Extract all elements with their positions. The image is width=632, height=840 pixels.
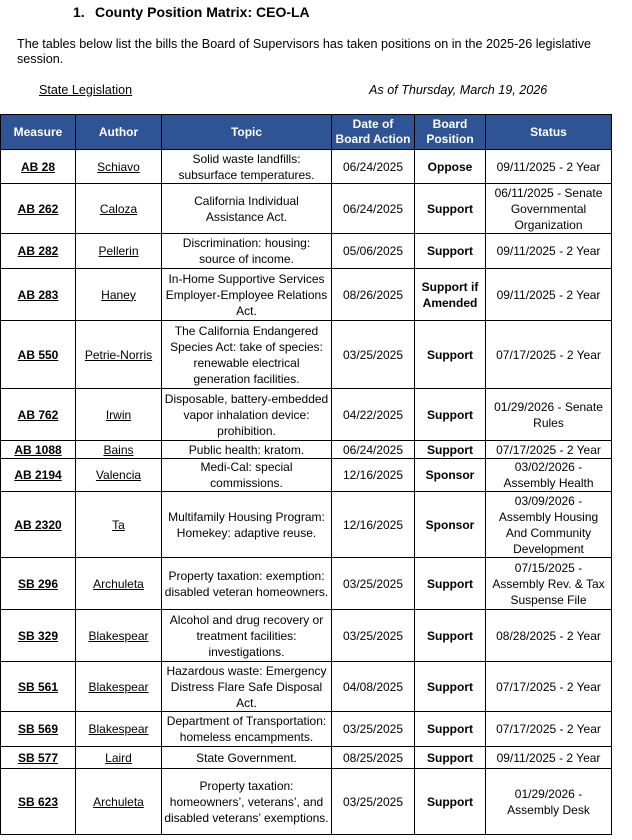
author-link[interactable]: Haney (76, 269, 162, 321)
author-link[interactable]: Blakespear (76, 610, 162, 662)
table-row (1, 747, 612, 769)
topic-cell: Property taxation: homeowners’, veterans’, and disabled veterans’ exemptions. (162, 769, 332, 835)
position-cell: Support (415, 610, 486, 662)
topic-cell: Solid waste landfills: subsurface temperatures. (162, 150, 332, 184)
topic-cell: Department of Transportation: homeless encampments. (162, 712, 332, 747)
measure-link[interactable]: AB 762 (1, 389, 76, 441)
author-link[interactable]: Bains (76, 441, 162, 459)
author-link[interactable]: Pellerin (76, 234, 162, 269)
status-cell: 09/11/2025 - 2 Year (486, 234, 612, 269)
position-cell: Support (415, 747, 486, 769)
col-header-author: Author (76, 115, 162, 150)
date-cell: 04/08/2025 (332, 662, 415, 712)
measure-link[interactable]: SB 569 (1, 712, 76, 747)
date-cell: 12/16/2025 (332, 459, 415, 492)
date-cell: 03/25/2025 (332, 769, 415, 835)
table-row (1, 459, 612, 492)
table-row (1, 712, 612, 747)
author-link[interactable]: Laird (76, 747, 162, 769)
status-cell: 07/17/2025 - 2 Year (486, 441, 612, 459)
date-cell: 04/22/2025 (332, 389, 415, 441)
topic-cell: Alcohol and drug recovery or treatment facilities: investigations. (162, 610, 332, 662)
status-cell: 09/11/2025 - 2 Year (486, 269, 612, 321)
position-matrix-table (0, 114, 612, 835)
author-link[interactable]: Valencia (76, 459, 162, 492)
table-row (1, 321, 612, 389)
topic-cell: In-Home Supportive Services Employer-Employee Relations Act. (162, 269, 332, 321)
status-cell: 09/11/2025 - 2 Year (486, 747, 612, 769)
col-header-status: Status (486, 115, 612, 150)
status-cell: 03/09/2026 - Assembly Housing And Community Development (486, 492, 612, 558)
position-cell: Support (415, 769, 486, 835)
measure-link[interactable]: AB 282 (1, 234, 76, 269)
as-of-date: As of Thursday, March 19, 2026 (369, 83, 548, 97)
topic-cell: Disposable, battery-embedded vapor inhalation device: prohibition. (162, 389, 332, 441)
table-row (1, 769, 612, 835)
col-header-measure: Measure (1, 115, 76, 150)
date-cell: 06/24/2025 (332, 441, 415, 459)
topic-cell: Hazardous waste: Emergency Distress Flare Safe Disposal Act. (162, 662, 332, 712)
author-link[interactable]: Caloza (76, 184, 162, 234)
topic-cell: State Government. (162, 747, 332, 769)
table-row (1, 558, 612, 610)
status-cell: 01/29/2026 - Assembly Desk (486, 769, 612, 835)
author-link[interactable]: Petrie-Norris (76, 321, 162, 389)
author-link[interactable]: Archuleta (76, 769, 162, 835)
topic-cell: Medi-Cal: special commissions. (162, 459, 332, 492)
position-cell: Sponsor (415, 459, 486, 492)
measure-link[interactable]: AB 2320 (1, 492, 76, 558)
date-cell: 03/25/2025 (332, 558, 415, 610)
date-cell: 05/06/2025 (332, 234, 415, 269)
col-header-date: Date of Board Action (332, 115, 415, 150)
status-cell: 07/15/2025 - Assembly Rev. & Tax Suspense File (486, 558, 612, 610)
measure-link[interactable]: AB 262 (1, 184, 76, 234)
author-link[interactable]: Archuleta (76, 558, 162, 610)
position-cell: Support (415, 389, 486, 441)
table-row (1, 184, 612, 234)
topic-cell: Multifamily Housing Program: Homekey: adaptive reuse. (162, 492, 332, 558)
topic-cell: Property taxation: exemption: disabled veteran homeowners. (162, 558, 332, 610)
author-link[interactable]: Irwin (76, 389, 162, 441)
measure-link[interactable]: AB 28 (1, 150, 76, 184)
table-row (1, 150, 612, 184)
position-cell: Support (415, 712, 486, 747)
table-row (1, 269, 612, 321)
measure-link[interactable]: AB 550 (1, 321, 76, 389)
position-cell: Support if Amended (415, 269, 486, 321)
measure-link[interactable]: SB 623 (1, 769, 76, 835)
status-cell: 07/17/2025 - 2 Year (486, 712, 612, 747)
position-cell: Support (415, 662, 486, 712)
section-title: State Legislation (39, 83, 133, 97)
measure-link[interactable]: SB 296 (1, 558, 76, 610)
author-link[interactable]: Blakespear (76, 712, 162, 747)
date-cell: 08/26/2025 (332, 269, 415, 321)
status-cell: 06/11/2025 - Senate Governmental Organization (486, 184, 612, 234)
topic-cell: California Individual Assistance Act. (162, 184, 332, 234)
table-row (1, 234, 612, 269)
table-header-row (1, 115, 612, 150)
measure-link[interactable]: AB 1088 (1, 441, 76, 459)
topic-cell: Public health: kratom. (162, 441, 332, 459)
position-cell: Support (415, 321, 486, 389)
col-header-position: Board Position (415, 115, 486, 150)
measure-link[interactable]: AB 2194 (1, 459, 76, 492)
position-cell: Support (415, 234, 486, 269)
heading-title: County Position Matrix: CEO-LA (95, 4, 310, 20)
table-row (1, 441, 612, 459)
measure-link[interactable]: AB 283 (1, 269, 76, 321)
position-cell: Support (415, 184, 486, 234)
topic-cell: Discrimination: housing: source of income. (162, 234, 332, 269)
author-link[interactable]: Blakespear (76, 662, 162, 712)
table-row (1, 662, 612, 712)
author-link[interactable]: Schiavo (76, 150, 162, 184)
col-header-topic: Topic (162, 115, 332, 150)
intro-paragraph: The tables below list the bills the Board of Supervisors has taken positions on in the 2025-26 legislative session. (17, 37, 592, 66)
table-row (1, 492, 612, 558)
date-cell: 08/25/2025 (332, 747, 415, 769)
position-cell: Sponsor (415, 492, 486, 558)
measure-link[interactable]: SB 577 (1, 747, 76, 769)
table-row (1, 389, 612, 441)
topic-cell: The California Endangered Species Act: take of species: renewable electrical generation facilities. (162, 321, 332, 389)
measure-link[interactable]: SB 561 (1, 662, 76, 712)
table-row (1, 610, 612, 662)
measure-link[interactable]: SB 329 (1, 610, 76, 662)
status-cell: 03/02/2026 - Assembly Health (486, 459, 612, 492)
date-cell: 03/25/2025 (332, 712, 415, 747)
status-cell: 07/17/2025 - 2 Year (486, 321, 612, 389)
date-cell: 03/25/2025 (332, 321, 415, 389)
position-cell: Support (415, 441, 486, 459)
date-cell: 03/25/2025 (332, 610, 415, 662)
date-cell: 06/24/2025 (332, 184, 415, 234)
status-cell: 07/17/2025 - 2 Year (486, 662, 612, 712)
date-cell: 06/24/2025 (332, 150, 415, 184)
date-cell: 12/16/2025 (332, 492, 415, 558)
heading-number: 1. (73, 4, 85, 20)
author-link[interactable]: Ta (76, 492, 162, 558)
status-cell: 01/29/2026 - Senate Rules (486, 389, 612, 441)
position-cell: Oppose (415, 150, 486, 184)
position-cell: Support (415, 558, 486, 610)
status-cell: 08/28/2025 - 2 Year (486, 610, 612, 662)
section-heading (73, 4, 310, 20)
status-cell: 09/11/2025 - 2 Year (486, 150, 612, 184)
